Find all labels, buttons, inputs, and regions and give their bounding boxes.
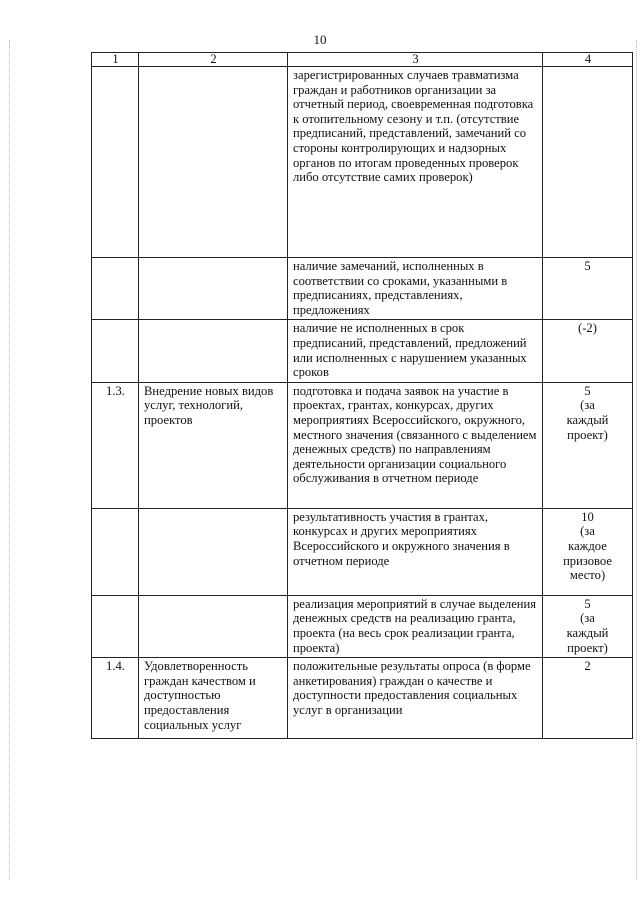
points-line: каждое [568, 538, 607, 553]
points-line: (за [580, 398, 595, 413]
table-row [92, 658, 633, 739]
criterion-text: положительные результаты опроса (в форме анкетирования) граждан о качестве и доступности предоставления социальных услуг в организации [288, 658, 543, 739]
points-line: 5 [584, 259, 591, 273]
criteria-table [91, 52, 633, 739]
indicator-name [139, 258, 288, 320]
points-line: место) [569, 568, 606, 583]
points-line: проект) [567, 640, 608, 655]
points-cell [543, 258, 633, 320]
row-number [92, 67, 139, 258]
table-row [92, 382, 633, 508]
table-row [92, 595, 633, 657]
points-line: каждый [566, 412, 609, 427]
points-line: каждый [566, 625, 609, 640]
indicator-name: Удовлетворенность граждан качеством и доступностью предоставления социальных услуг [139, 658, 288, 739]
column-header: 2 [139, 53, 288, 67]
criterion-text: результативность участия в грантах, конкурсах и других мероприятиях Всероссийского и окружного значения в отчетном периоде [288, 508, 543, 595]
points-line: (за [580, 524, 595, 539]
points-cell [543, 508, 633, 595]
criterion-text: зарегистрированных случаев травматизма граждан и работников организации за отчетный период, своевременная подготовка к отопительному сезону и т.п. (отсутствие предписаний, представлений, замечаний со стороны контролирующих и надзорных органов по итогам проведенных проверок либо отсутствие самих проверок) [288, 67, 543, 258]
row-number [92, 258, 139, 320]
page-number: 10 [313, 32, 327, 47]
row-number: 1.4. [92, 658, 139, 739]
scan-edge-left [9, 40, 10, 880]
indicator-name [139, 67, 288, 258]
points-line: 2 [584, 659, 591, 674]
indicator-name: Внедрение новых видов услуг, технологий, проектов [139, 382, 288, 508]
indicator-name [139, 320, 288, 382]
indicator-name [139, 595, 288, 657]
table-row [92, 67, 633, 258]
criterion-text: подготовка и подача заявок на участие в проектах, грантах, конкурсах, других мероприятиях Всероссийского, окружного, местного значения (связанного с выделением денежных средств) по направлениям деятельности организации социального обслуживания в отчетном периоде [288, 382, 543, 508]
row-number [92, 595, 139, 657]
points-cell [543, 595, 633, 657]
points-line: 5 [584, 596, 591, 611]
row-number: 1.3. [92, 382, 139, 508]
table-header-row [92, 53, 633, 67]
points-line: призовое [563, 553, 612, 568]
criterion-text: реализация мероприятий в случае выделения денежных средств на реализацию гранта, проекта (на весь срок реализации гранта, проекта) [288, 595, 543, 657]
criterion-text: наличие не исполненных в срок предписаний, представлений, предложений или исполненных с нарушением указанных сроков [288, 320, 543, 382]
column-header: 3 [288, 53, 543, 67]
points-line: (-2) [578, 321, 597, 336]
points-cell [543, 320, 633, 382]
row-number [92, 320, 139, 382]
points-line: 10 [581, 509, 594, 524]
indicator-name [139, 508, 288, 595]
scan-edge-right [636, 40, 637, 880]
points-cell [543, 658, 633, 739]
points-cell [543, 382, 633, 508]
table-row [92, 320, 633, 382]
table-row [92, 258, 633, 320]
column-header: 1 [92, 53, 139, 67]
points-line: 5 [584, 383, 591, 398]
points-cell [543, 67, 633, 258]
points-line: (за [580, 611, 595, 626]
criterion-text: наличие замечаний, исполненных в соответствии со сроками, указанными в предписаниях, представлениях, предложениях [288, 258, 543, 320]
table-row [92, 508, 633, 595]
row-number [92, 508, 139, 595]
column-header: 4 [543, 53, 633, 67]
points-line: проект) [567, 427, 608, 442]
